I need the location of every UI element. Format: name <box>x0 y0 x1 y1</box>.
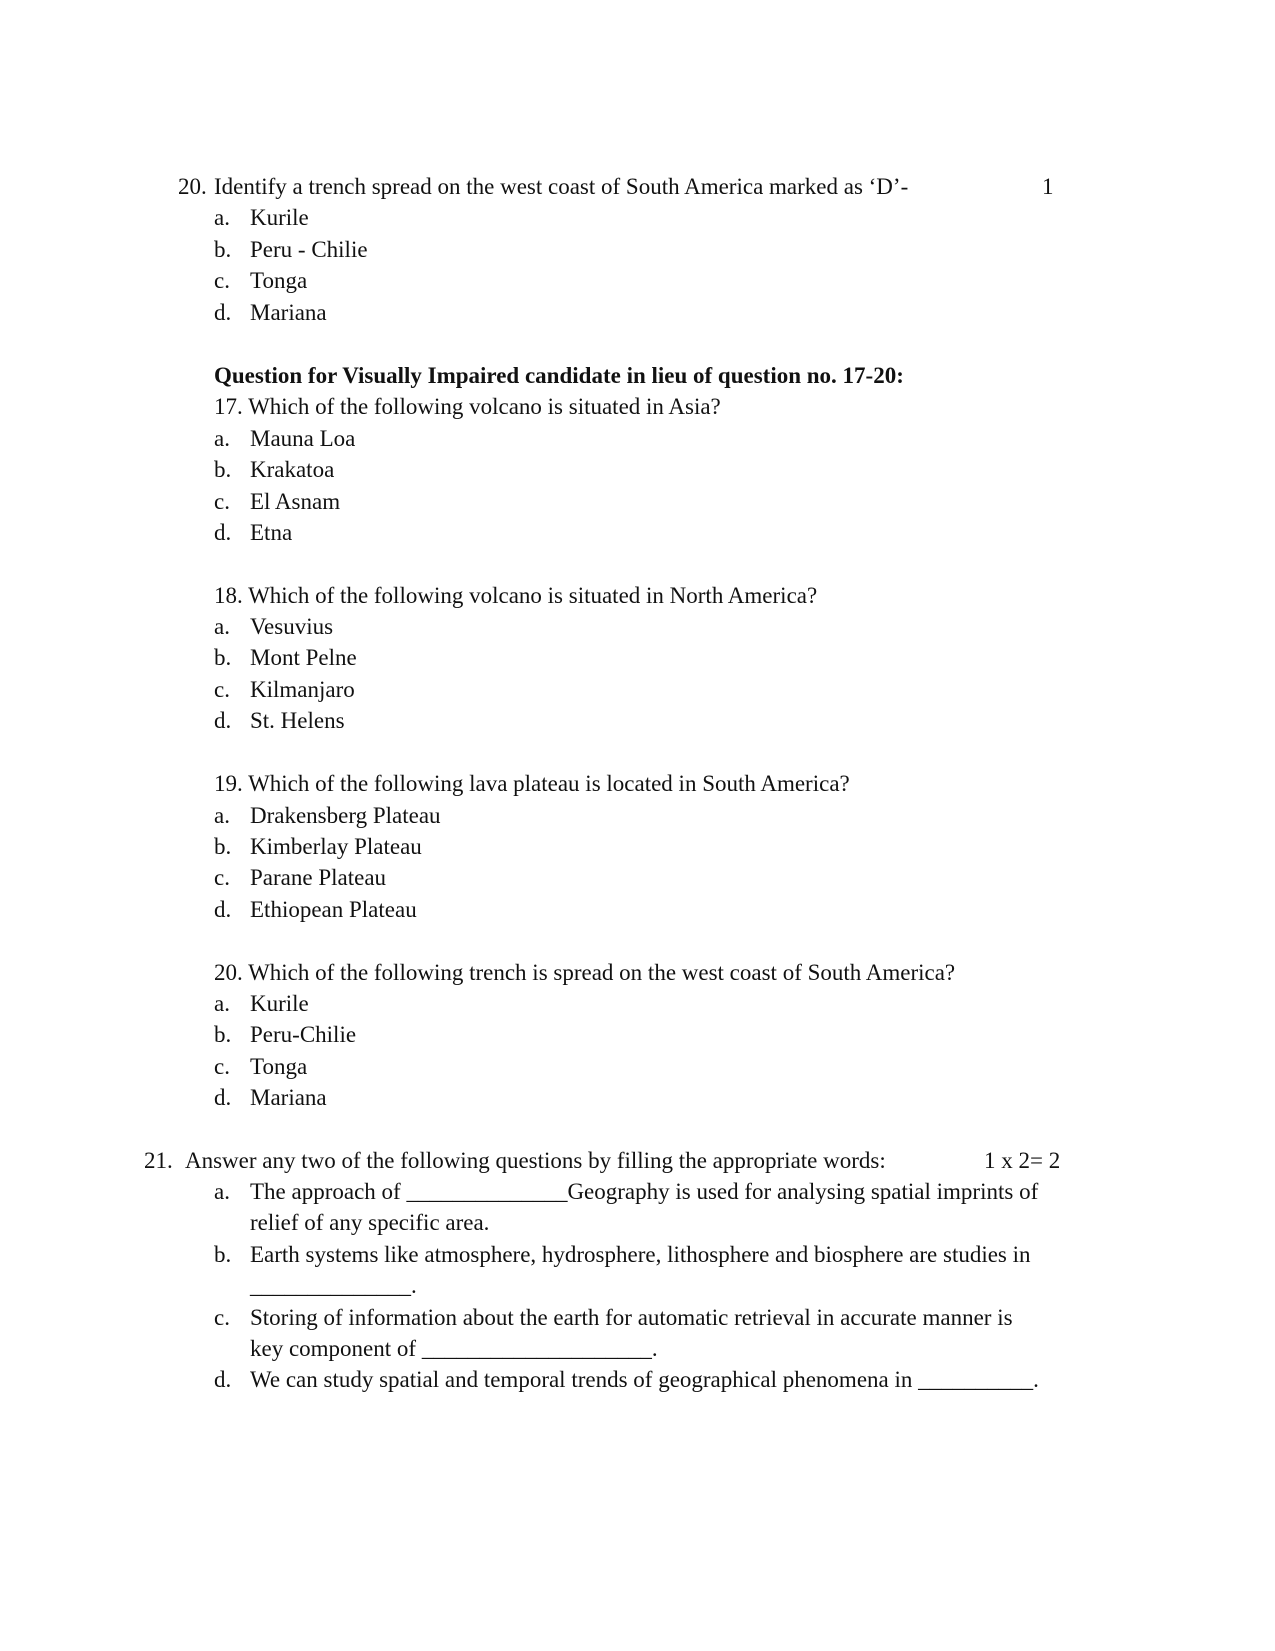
q20-option-c-letter: c. <box>214 268 230 293</box>
vi-q17-option-b-text: Krakatoa <box>250 457 335 482</box>
q20-number: 20. <box>178 174 207 199</box>
q20-question-text: Identify a trench spread on the west coast of South America marked as ‘D’- <box>214 174 909 199</box>
vi-q18-option-d-letter: d. <box>214 708 232 733</box>
vi-q18-option-b-letter: b. <box>214 645 232 670</box>
vi-q18-text: 18. Which of the following volcano is situated in North America? <box>214 583 818 608</box>
vi-q17-text: 17. Which of the following volcano is situated in Asia? <box>214 394 721 419</box>
vi-q20-option-a-letter: a. <box>214 991 230 1016</box>
q20-option-b-text: Peru - Chilie <box>250 237 368 262</box>
vi-q20-option-d-text: Mariana <box>250 1085 327 1110</box>
q21-item-b-letter: b. <box>214 1242 232 1267</box>
q21-item-b-line-1: Earth systems like atmosphere, hydrosphere, lithosphere and biosphere are studies in <box>250 1242 1031 1267</box>
vi-q20-option-d-letter: d. <box>214 1085 232 1110</box>
vi-q20-option-b-letter: b. <box>214 1022 232 1047</box>
vi-q19-option-a-text: Drakensberg Plateau <box>250 803 441 828</box>
vi-q18-option-b-text: Mont Pelne <box>250 645 357 670</box>
vi-q18-option-a-text: Vesuvius <box>250 614 334 639</box>
q21-item-a-line-1: The approach of ______________Geography is used for analysing spatial imprints of <box>250 1179 1039 1204</box>
q20-option-a-text: Kurile <box>250 205 309 230</box>
vi-q17-option-d-text: Etna <box>250 520 293 545</box>
vi-q20-option-b-text: Peru-Chilie <box>250 1022 357 1047</box>
q21-number: 21. <box>144 1148 173 1173</box>
vi-q19-option-b-text: Kimberlay Plateau <box>250 834 422 859</box>
q21-item-c-line-1: Storing of information about the earth for automatic retrieval in accurate manner is <box>250 1305 1013 1330</box>
q21-item-a-letter: a. <box>214 1179 230 1204</box>
q20-option-a-letter: a. <box>214 205 230 230</box>
q21-item-d-letter: d. <box>214 1367 232 1392</box>
q21-item-c-letter: c. <box>214 1305 230 1330</box>
vi-q17-option-a-text: Mauna Loa <box>250 426 356 451</box>
vi-q17-option-c-letter: c. <box>214 489 230 514</box>
q20-option-c-text: Tonga <box>250 268 308 293</box>
q21-item-c-line-2: key component of ____________________. <box>250 1336 658 1361</box>
vi-q17-option-d-letter: d. <box>214 520 232 545</box>
q20-option-b-letter: b. <box>214 237 232 262</box>
vi-q18-option-c-letter: c. <box>214 677 230 702</box>
vi-q20-option-c-letter: c. <box>214 1054 230 1079</box>
vi-q19-option-d-text: Ethiopean Plateau <box>250 897 417 922</box>
vi-q19-option-c-letter: c. <box>214 865 230 890</box>
vi-q19-option-c-text: Parane Plateau <box>250 865 387 890</box>
vi-q20-text: 20. Which of the following trench is spread on the west coast of South America? <box>214 960 956 985</box>
q21-item-d-line-1: We can study spatial and temporal trends of geographical phenomena in __________. <box>250 1367 1039 1392</box>
q21-item-b-line-2: ______________. <box>250 1273 417 1298</box>
vi-q20-option-a-text: Kurile <box>250 991 309 1016</box>
vi-q17-option-c-text: El Asnam <box>250 489 341 514</box>
vi-q19-option-b-letter: b. <box>214 834 232 859</box>
q20-option-d-letter: d. <box>214 300 232 325</box>
q21-item-a-line-2: relief of any specific area. <box>250 1210 490 1235</box>
vi-q18-option-c-text: Kilmanjaro <box>250 677 355 702</box>
vi-q19-text: 19. Which of the following lava plateau is located in South America? <box>214 771 850 796</box>
q21-marks: 1 x 2= 2 <box>984 1148 1061 1173</box>
vi-q19-option-a-letter: a. <box>214 803 230 828</box>
vi-q18-option-d-text: St. Helens <box>250 708 345 733</box>
vi-q20-option-c-text: Tonga <box>250 1054 308 1079</box>
vi-q19-option-d-letter: d. <box>214 897 232 922</box>
vi-q17-option-a-letter: a. <box>214 426 230 451</box>
q20-marks: 1 <box>1042 174 1054 199</box>
vi-q17-option-b-letter: b. <box>214 457 232 482</box>
q21-question-text: Answer any two of the following questions by filling the appropriate words: <box>185 1148 886 1173</box>
q20-option-d-text: Mariana <box>250 300 327 325</box>
vi-heading: Question for Visually Impaired candidate in lieu of question no. 17-20: <box>214 363 904 388</box>
vi-q18-option-a-letter: a. <box>214 614 230 639</box>
